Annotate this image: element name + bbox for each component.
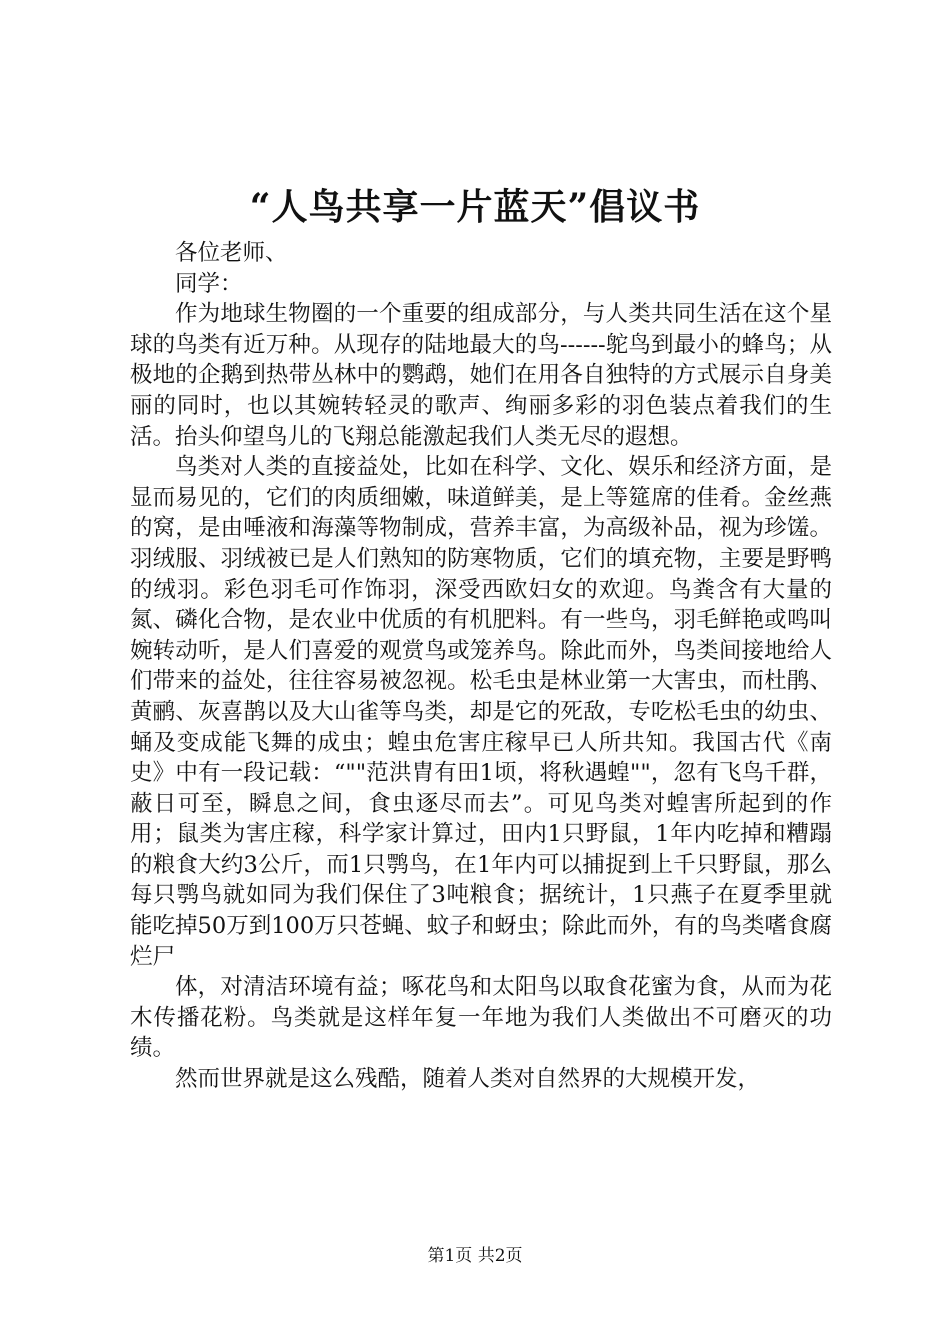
salutation-line: 各位老师、 xyxy=(175,240,288,266)
document-body xyxy=(130,238,832,1095)
page-footer: 第1页 共2页 xyxy=(427,1246,523,1266)
paragraph: 作为地球生物圈的一个重要的组成部分，与人类共同生活在这个星球的鸟类有近万种。从现存的陆地最大的鸟------鸵鸟到最小的蜂鸟；从极地的企鹅到热带丛林中的鹦鹉，她们在用各自独特的方式展示自身美丽的同时，也以其婉转轻灵的歌声、绚丽多彩的羽色装点着我们的生活。抬头仰望鸟儿的飞翔总能激起我们人类无尽的遐想。 xyxy=(130,301,832,450)
paragraph: 体，对清洁环境有益；啄花鸟和太阳鸟以取食花蜜为食，从而为花木传播花粉。鸟类就是这样年复一年地为我们人类做出不可磨灭的功绩。 xyxy=(130,974,832,1062)
paragraph: 然而世界就是这么残酷，随着人类对自然界的大规模开发， xyxy=(175,1066,761,1093)
paragraph: 鸟类对人类的直接益处，比如在科学、文化、娱乐和经济方面，是显而易见的，它们的肉质细嫩，味道鲜美，是上等筵席的佳肴。金丝燕的窝，是由唾液和海藻等物制成，营养丰富，为高级补品，视为珍馐。羽绒服、羽绒被已是人们熟知的防寒物质，它们的填充物，主要是野鸭的绒羽。彩色羽毛可作饰羽，深受西欧妇女的欢迎。鸟粪含有大量的氮、磷化合物，是农业中优质的有机肥料。有一些鸟，羽毛鲜艳或鸣叫婉转动听，是人们喜爱的观赏鸟或笼养鸟。除此而外，鸟类间接地给人们带来的益处，往往容易被忽视。松毛虫是林业第一大害虫，而杜鹃、黄鹂、灰喜鹊以及大山雀等鸟类，却是它的死敌，专吃松毛虫的幼虫、蛹及变成能飞舞的成虫；蝗虫危害庄稼早已人所共知。我国古代《南史》中有一段记载：“""范洪胄有田1顷，将秋遇蝗""，忽有飞鸟千群，蔽日可至，瞬息之间，食虫逐尽而去”。可见鸟类对蝗害所起到的作用；鼠类为害庄稼，科学家计算过，田内1只野鼠，1年内吃掉和糟蹋的粮食大约3公斤，而1只鹗鸟，在1年内可以捕捉到上千只野鼠，那么每只鹗鸟就如同为我们保住了3吨粮食；据统计，1只燕子在夏季里就能吃掉50万到100万只苍蝇、蚊子和蚜虫；除此而外，有的鸟类嗜食腐烂尸 xyxy=(130,454,832,970)
document-title: “人鸟共享一片蓝天”倡议书 xyxy=(249,186,701,228)
salutation-line: 同学： xyxy=(175,270,243,297)
